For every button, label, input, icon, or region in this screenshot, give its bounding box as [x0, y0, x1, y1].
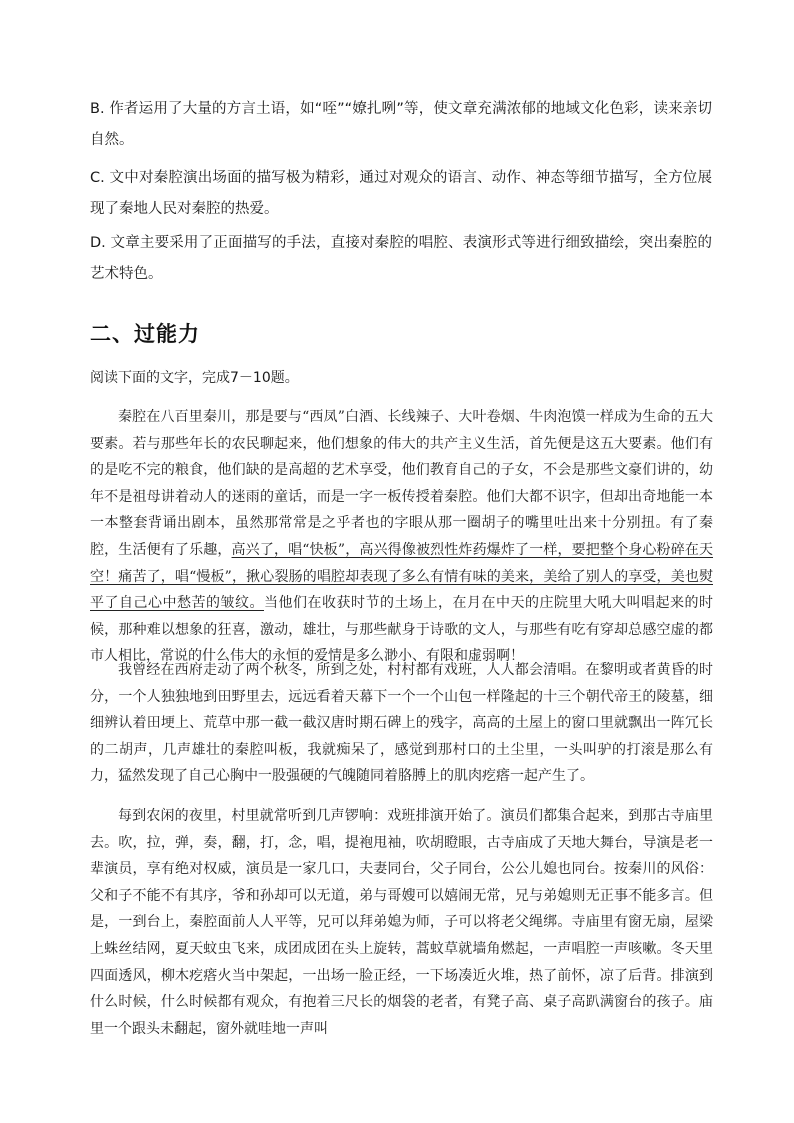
paragraph-1-text-before: 秦腔在八百里秦川，那是要与“西凤”白酒、长线辣子、大叶卷烟、牛肉泡馍一样成为生命的五大要素。若与那些年长的农民聊起来，他们想象的伟大的共产主义生活，首先便是这五大要素。他们有的是吃不完的粮食，他们缺的是高超的艺术享受，他们教育自己的子女，不会是那些文豪们讲的，幼年不是祖母讲着动人的迷雨的童话，而是一字一板传授着秦腔。他们大都不识字，但却出奇地能一本一本整套背诵出剧本，虽然那常常是之乎者也的字眼从那一圈胡子的嘴里吐出来十分别扭。有了秦腔，生活便有了乐趣，: [90, 409, 713, 558]
passage-paragraph-2: 我曾经在西府走动了两个秋冬，所到之处，村村都有戏班，人人都会清唱。在黎明或者黄昏的时分，一个人独独地到田野里去，远远看着天幕下一个一个山包一样隆起的十三个朝代帝王的陵墓，细细辨认着田埂上、荒草中那一截一截汉唐时期石碑上的残字，高高的土屋上的窗口里就飘出一阵冗长的二胡声，几声雄壮的秦腔叫板，我就痴呆了，感觉到那村口的土尘里，一头叫驴的打滚是那么有力，猛然发现了自己心胸中一股强硬的气魄随同着胳膊上的肌肉疙瘩一起产生了。: [90, 662, 713, 785]
passage-paragraph-3: 每到农闲的夜里，村里就常听到几声锣响：戏班排演开始了。演员们都集合起来，到那古寺庙里去。吹，拉，弹，奏，翻，打，念，唱，提袍甩袖，吹胡瞪眼，古寺庙成了天地大舞台，导演是老一辈演员，享有绝对权威，演员是一家几口，夫妻同台，父子同台，公公儿媳也同台。按秦川的风俗：父和子不能不有其序，爷和孙却可以无道，弟与哥嫂可以嬉闹无常，兄与弟媳则无正事不能多言。但是，一到台上，秦腔面前人人平等，兄可以拜弟媳为师，子可以将老父绳绑。寺庙里有窗无扇，屋梁上蛛丝结网，夏天蚊虫飞来，成团成团在头上旋转，蒿蚊草就墙角燃起，一声唱腔一声咳嗽。冬天里四面透风，柳木疙瘩火当中架起，一出场一脸正经，一下场凑近火堆，热了前怀，凉了后背。排演到什么时候，什么时候都有观众，有抱着三尺长的烟袋的老者，有凳子高、桌子高趴满窗台的孩子。庙里一个跟头未翻起，窗外就哇地一声叫: [90, 808, 713, 1037]
option-b: B. 作者运用了大量的方言土语，如“咥”“嫽扎咧”等，使文章充满浓郁的地域文化色彩，读来亲切自然。: [90, 101, 712, 148]
option-d: D. 文章主要采用了正面描写的手法，直接对秦腔的唱腔、表演形式等进行细致描绘，突出秦腔的艺术特色。: [90, 235, 712, 282]
option-c: C. 文中对秦腔演出场面的描写极为精彩，通过对观众的语言、动作、神态等细节描写，全方位展现了秦地人民对秦腔的热爱。: [90, 170, 712, 217]
passage-paragraph-1: [90, 404, 713, 670]
section-heading: 二、过能力: [90, 322, 200, 346]
paragraph-1-text-after: 当他们在收获时节的土场上，在月在中天的庄院里大吼大叫唱起来的时候，那种难以想象的狂喜，激动，雄壮，与那些献身于诗歌的文人，与那些有吃有穿却总感空虚的都市人相比，常说的什么伟大的永恒的爱情是多么渺小、有限和虚弱啊！: [90, 595, 713, 665]
underlined-sentence: 高兴了，唱“快板”，高兴得像被烈性炸药爆炸了一样，要把整个身心粉碎在天空！痛苦了，唱“慢板”，揪心裂肠的唱腔却表现了多么有情有味的美来，美给了别人的享受，美也熨平了自己心中愁苦的皱纹。: [90, 541, 714, 612]
reading-instruction: 阅读下面的文字，完成7－10题。: [90, 370, 299, 386]
